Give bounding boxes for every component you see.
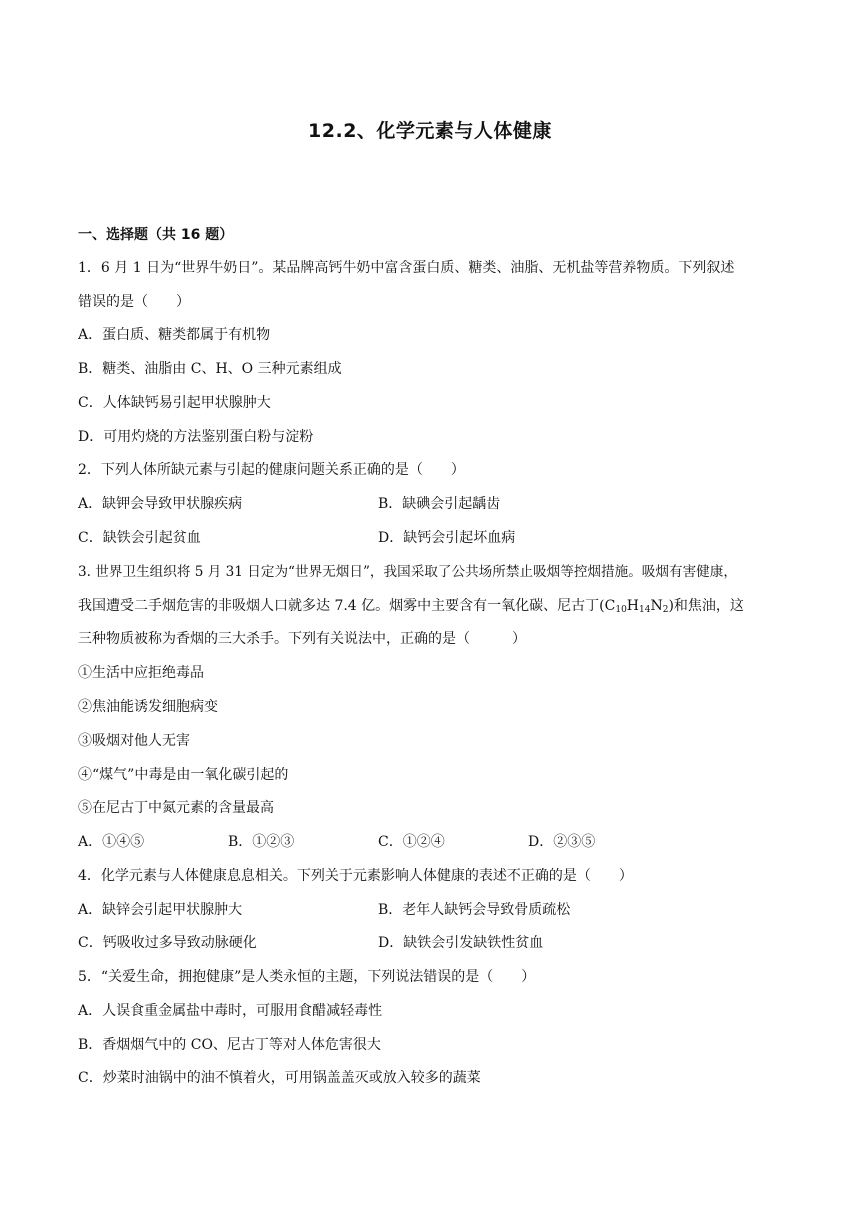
q3-statement-1: ①生活中应拒绝毒品 bbox=[78, 665, 204, 681]
q3-stem-line3: 三种物质被称为香烟的三大杀手。下列有关说法中，正确的是（ ） bbox=[78, 631, 526, 647]
q2-option-b: B．缺碘会引起龋齿 bbox=[378, 496, 501, 512]
q3-option-a: A．①④⑤ bbox=[78, 834, 145, 850]
q1-stem-line2: 错误的是（ ） bbox=[78, 294, 190, 310]
formula-sub-n: 2 bbox=[662, 605, 669, 615]
q3-option-c: C．①②④ bbox=[378, 834, 445, 850]
q1-stem-line1: 1．6 月 1 日为“世界牛奶日”。某品牌高钙牛奶中富含蛋白质、糖类、油脂、无机盐等营养物质。下列叙述 bbox=[78, 260, 735, 276]
q5-option-c: C．炒菜时油锅中的油不慎着火，可用锅盖盖灭或放入较多的蔬菜 bbox=[78, 1070, 481, 1086]
q3-stem-line1: 3. 世界卫生组织将 5 月 31 日定为“世界无烟日”，我国采取了公共场所禁止吸烟等控烟措施。吸烟有害健康， bbox=[78, 564, 737, 580]
formula-h: H bbox=[626, 598, 640, 614]
q1-option-a: A．蛋白质、糖类都属于有机物 bbox=[78, 327, 271, 343]
q3-option-d: D．②③⑤ bbox=[528, 834, 596, 850]
q2-option-d: D．缺钙会引起坏血病 bbox=[378, 530, 516, 546]
q4-stem: 4．化学元素与人体健康息息相关。下列关于元素影响人体健康的表述不正确的是（ ） bbox=[78, 868, 633, 884]
q4-option-a: A．缺锌会引起甲状腺肿大 bbox=[78, 902, 243, 918]
q3-statement-3: ③吸烟对他人无害 bbox=[78, 733, 190, 749]
q3-statement-5: ⑤在尼古丁中氮元素的含量最高 bbox=[78, 800, 274, 816]
formula-sub-h: 14 bbox=[639, 605, 651, 615]
q3-line2-end: )和焦油，这 bbox=[668, 598, 744, 614]
q4-option-b: B．老年人缺钙会导致骨质疏松 bbox=[378, 902, 571, 918]
q3-option-b: B．①②③ bbox=[228, 834, 295, 850]
q3-statement-4: ④“煤气”中毒是由一氧化碳引起的 bbox=[78, 767, 289, 783]
q1-option-b: B．糖类、油脂由 C、H、O 三种元素组成 bbox=[78, 361, 342, 377]
q4-option-c: C．钙吸收过多导致动脉硬化 bbox=[78, 935, 257, 951]
q2-option-c: C．缺铁会引起贫血 bbox=[78, 530, 201, 546]
q1-option-c: C．人体缺钙易引起甲状腺肿大 bbox=[78, 395, 271, 411]
q3-line2-text: 我国遭受二手烟危害的非吸烟人口就多达 7.4 亿。烟雾中主要含有一氧化碳、尼古丁(C bbox=[78, 598, 616, 614]
q3-statement-2: ②焦油能诱发细胞病变 bbox=[78, 699, 218, 715]
formula-n: N bbox=[650, 598, 663, 614]
q4-option-d: D．缺铁会引发缺铁性贫血 bbox=[378, 935, 544, 951]
q3-stem-line2 bbox=[78, 596, 744, 620]
q5-option-b: B．香烟烟气中的 CO、尼古丁等对人体危害很大 bbox=[78, 1037, 381, 1053]
q1-option-d: D．可用灼烧的方法鉴别蛋白粉与淀粉 bbox=[78, 429, 314, 445]
q2-stem: 2．下列人体所缺元素与引起的健康问题关系正确的是（ ） bbox=[78, 462, 465, 478]
section-heading: 一、选择题（共 16 题） bbox=[78, 227, 234, 243]
formula-sub-c: 10 bbox=[615, 605, 627, 615]
q5-option-a: A．人误食重金属盐中毒时，可服用食醋减轻毒性 bbox=[78, 1003, 383, 1019]
q2-option-a: A．缺钾会导致甲状腺疾病 bbox=[78, 496, 243, 512]
page-title: 12.2、化学元素与人体健康 bbox=[308, 120, 552, 142]
q5-stem: 5．“关爱生命，拥抱健康”是人类永恒的主题，下列说法错误的是（ ） bbox=[78, 969, 536, 985]
